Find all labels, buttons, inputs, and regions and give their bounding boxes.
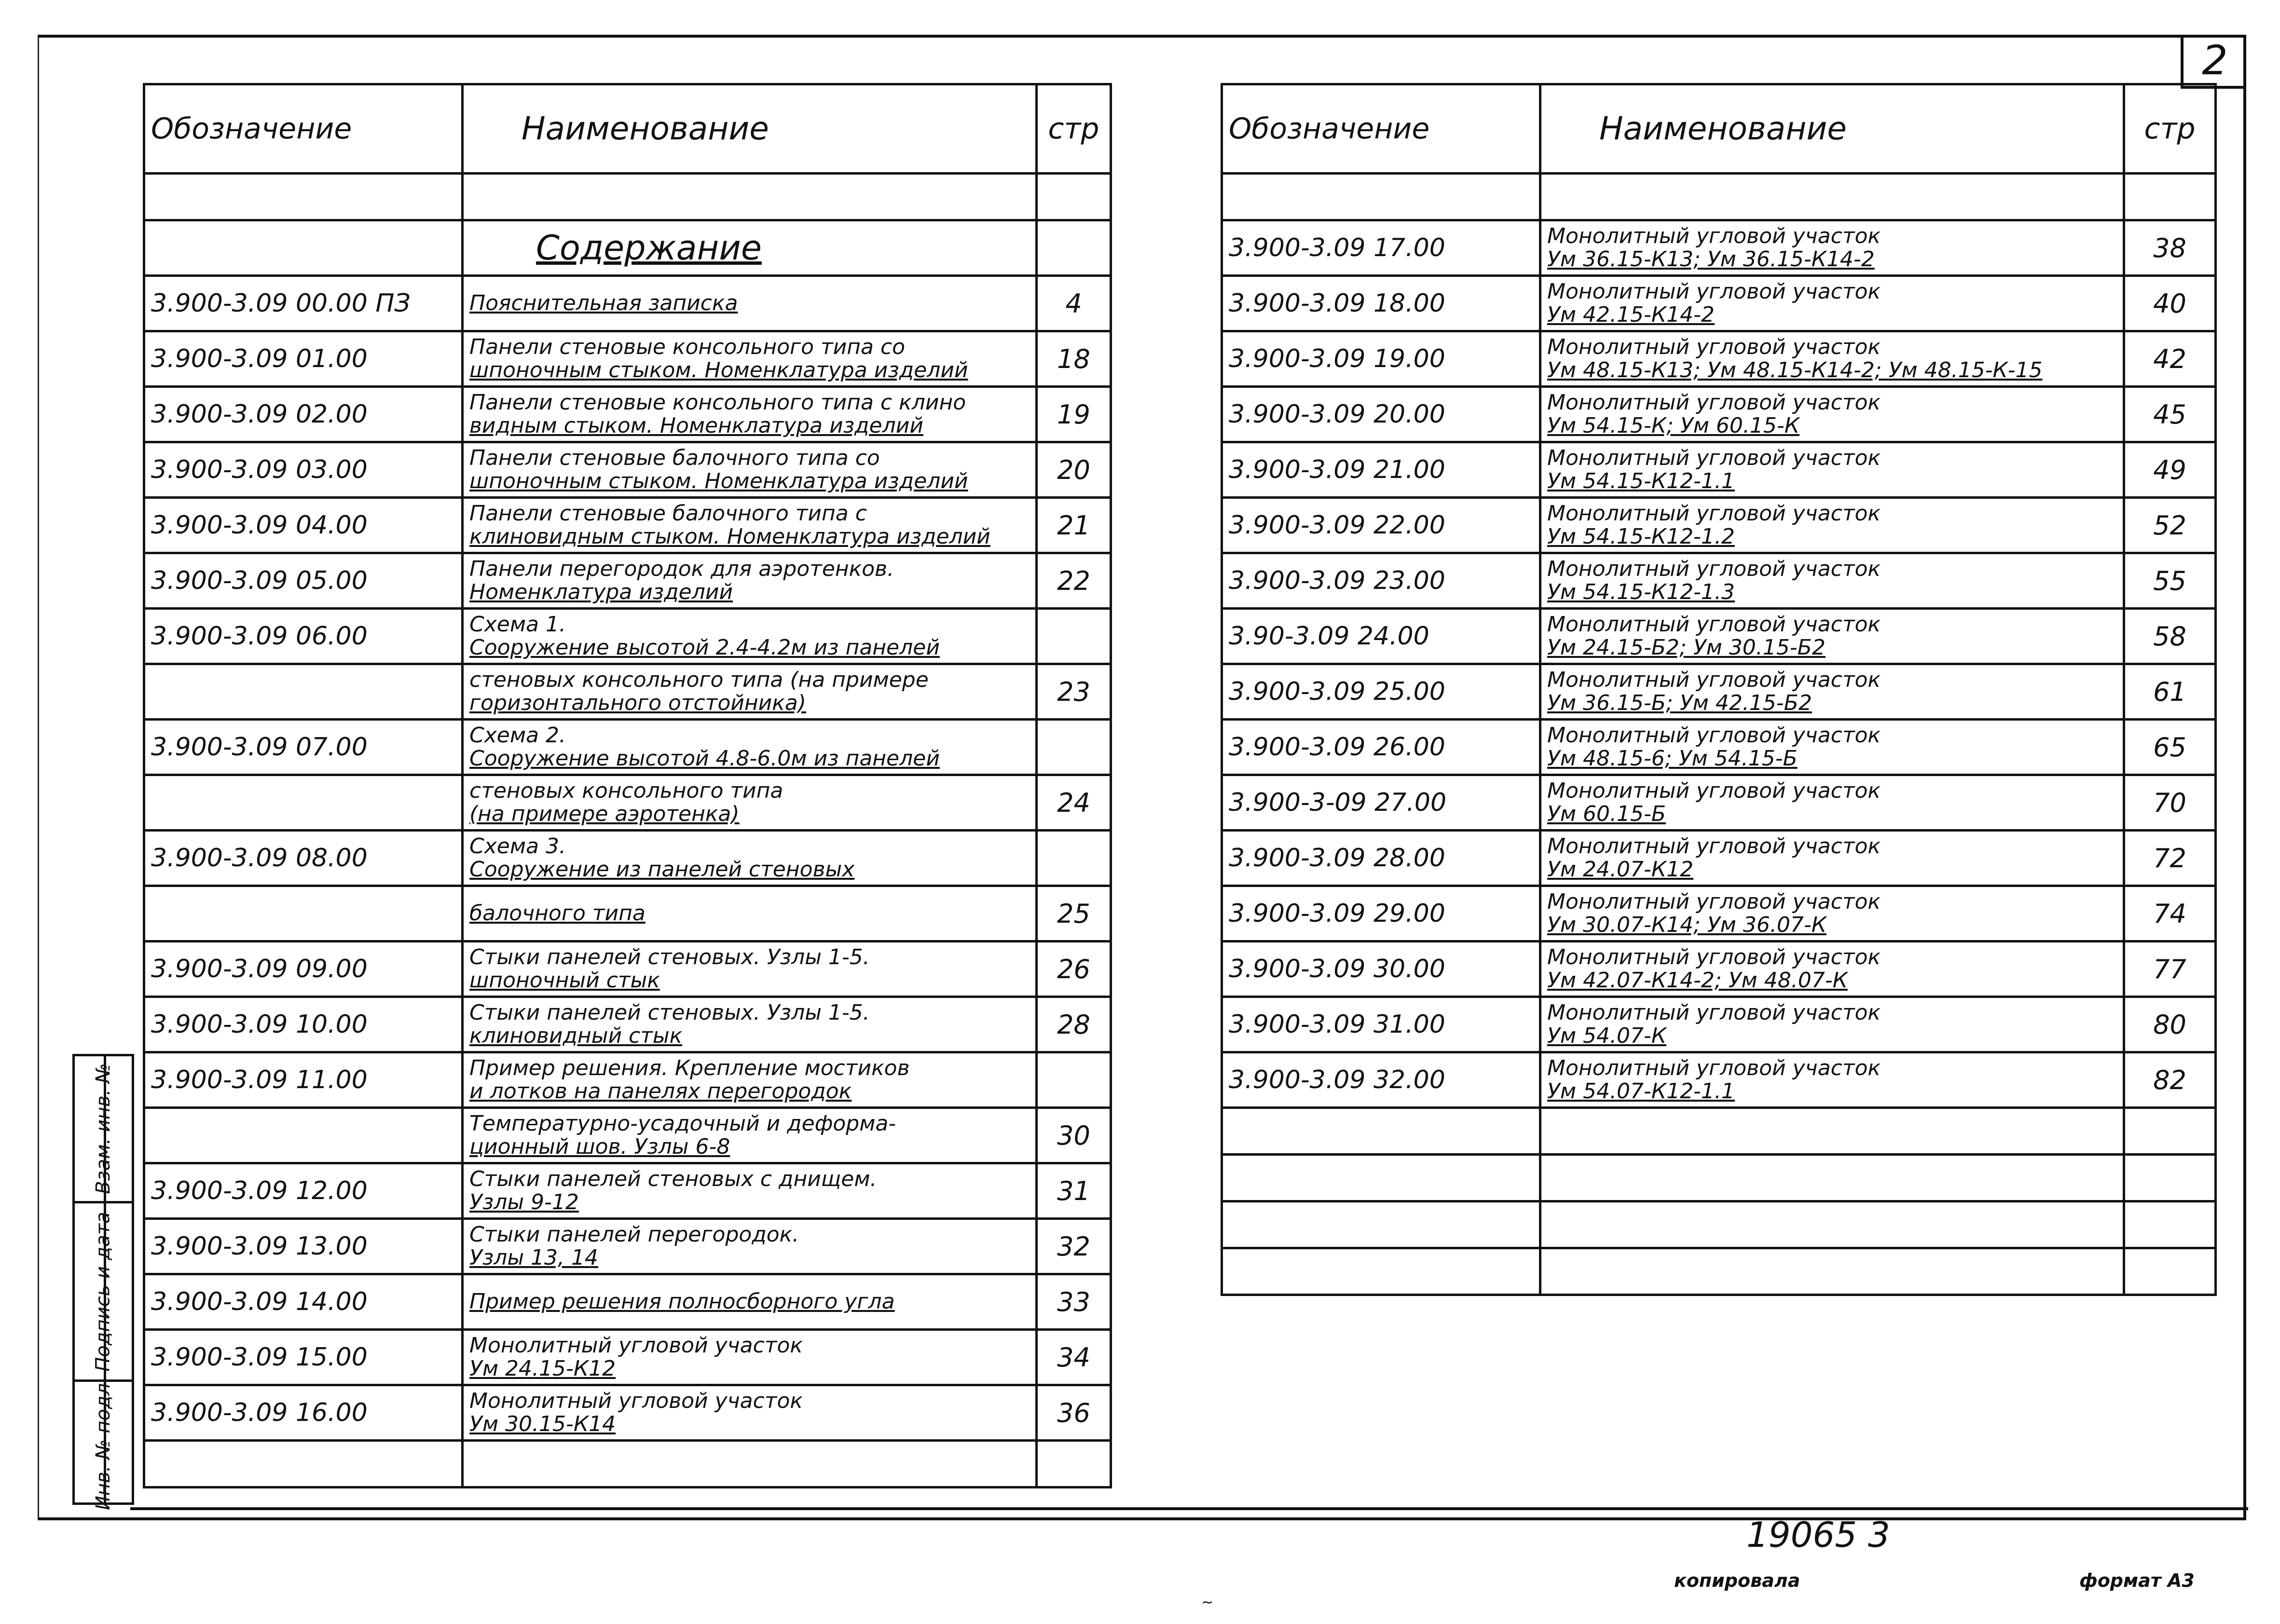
row-page: 30	[1037, 1108, 1111, 1163]
header-page: стр	[1037, 84, 1111, 174]
blank-row	[144, 1441, 1111, 1488]
row-code: 3.900-3.09 28.00	[1222, 831, 1540, 886]
table-row	[144, 1052, 1111, 1108]
table-row	[144, 775, 1111, 831]
row-name	[463, 553, 1037, 609]
row-page: 22	[1037, 553, 1111, 609]
row-name-line: Сооружение высотой 2.4-4.2м из панелей	[469, 635, 940, 660]
row-name-line: Пример решения полносборного угла	[469, 1289, 895, 1314]
table-row	[1222, 220, 2216, 276]
row-name-line: (на примере аэротенка)	[469, 802, 740, 826]
row-name-line: Ум 36.15-К13; Ум 36.15-К14-2	[1547, 247, 1875, 272]
row-code	[144, 1108, 463, 1163]
approval-sidebar	[72, 1054, 134, 1510]
row-name-line: Монолитный угловой участок	[469, 1333, 803, 1358]
contents-title: Содержание	[463, 220, 1037, 276]
row-name	[1540, 220, 2124, 276]
sidebar-cell-signature	[75, 1201, 132, 1379]
table-row	[1222, 331, 2216, 387]
copied-by: копировала	[1674, 1570, 1800, 1591]
row-name	[463, 720, 1037, 775]
row-name-line: Панели стеновые консольного типа со	[469, 335, 906, 359]
row-name-line: Панели перегородок для аэротенков.	[469, 557, 894, 581]
sidebar-label: Подпись и дата	[92, 1211, 115, 1372]
row-name	[463, 498, 1037, 553]
row-page: 32	[1037, 1219, 1111, 1274]
table-row	[144, 664, 1111, 720]
table-header	[144, 84, 1111, 174]
scan-speck: ~	[1201, 1594, 1214, 1611]
blank-row	[144, 174, 1111, 220]
row-page	[1037, 831, 1111, 886]
blank-row	[1222, 1155, 2216, 1201]
table-row	[144, 1385, 1111, 1441]
row-name-line: Ум 24.15-К12	[469, 1356, 616, 1381]
row-name-line: Схема 2.	[469, 723, 566, 748]
row-page: 40	[2124, 276, 2216, 331]
row-name-line: Ум 54.15-К12-1.1	[1547, 469, 1735, 493]
row-code: 3.900-3.09 12.00	[144, 1163, 463, 1219]
table-row	[144, 886, 1111, 942]
row-name	[463, 1330, 1037, 1385]
table-row	[144, 609, 1111, 664]
row-page: 26	[1037, 942, 1111, 997]
row-code: 3.900-3.09 14.00	[144, 1274, 463, 1330]
row-page: 65	[2124, 720, 2216, 775]
row-code	[144, 664, 463, 720]
row-page	[1037, 1052, 1111, 1108]
row-name	[1540, 442, 2124, 498]
row-code: 3.900-3.09 17.00	[1222, 220, 1540, 276]
row-page	[1037, 609, 1111, 664]
row-page: 31	[1037, 1163, 1111, 1219]
row-name	[1540, 831, 2124, 886]
row-page: 58	[2124, 609, 2216, 664]
row-name-line: Ум 30.07-К14; Ум 36.07-К	[1547, 913, 1827, 937]
table-row	[1222, 775, 2216, 831]
row-page: 18	[1037, 331, 1111, 387]
row-name-line: Ум 42.15-К14-2	[1547, 302, 1715, 327]
sidebar-label: Взам. инв. №	[92, 1063, 114, 1194]
table-row	[144, 1330, 1111, 1385]
row-name-line: Монолитный угловой участок	[1547, 279, 1881, 304]
table-row	[144, 387, 1111, 442]
row-name-line: видным стыком. Номенклатура изделий	[469, 413, 923, 438]
row-page: 52	[2124, 498, 2216, 553]
row-name	[1540, 664, 2124, 720]
row-page: 61	[2124, 664, 2216, 720]
row-name-line: и лотков на панелях перегородок	[469, 1079, 852, 1104]
row-page: 28	[1037, 997, 1111, 1052]
row-name-line: Пояснительная записка	[469, 291, 738, 315]
row-code: 3.900-3.09 09.00	[144, 942, 463, 997]
row-name-line: Монолитный угловой участок	[1547, 557, 1881, 581]
table-row	[1222, 498, 2216, 553]
row-name-line: Ум 54.07-К	[1547, 1024, 1667, 1048]
row-name	[463, 1219, 1037, 1274]
table-row	[144, 331, 1111, 387]
row-name-line: Монолитный угловой участок	[1547, 778, 1881, 803]
row-name-line: ционный шов. Узлы 6-8	[469, 1134, 730, 1159]
row-name-line: Ум 42.07-К14-2; Ум 48.07-К	[1547, 968, 1848, 993]
header-page: стр	[2124, 84, 2216, 174]
sidebar-label: Инв. № подл.	[92, 1377, 114, 1510]
row-page: 19	[1037, 387, 1111, 442]
row-name	[463, 442, 1037, 498]
table-row	[1222, 886, 2216, 942]
row-name-line: балочного типа	[469, 901, 646, 926]
row-page: 34	[1037, 1330, 1111, 1385]
row-name-line: Стыки панелей стеновых с днищем.	[469, 1167, 877, 1191]
row-name	[1540, 276, 2124, 331]
table-row	[144, 997, 1111, 1052]
row-code: 3.900-3.09 29.00	[1222, 886, 1540, 942]
row-name-line: Монолитный угловой участок	[1547, 945, 1881, 969]
row-name-line: Монолитный угловой участок	[1547, 889, 1881, 914]
row-name-line: Сооружение из панелей стеновых	[469, 857, 855, 882]
row-name-line: Ум 54.15-К12-1.2	[1547, 524, 1735, 549]
row-name-line: стеновых консольного типа (на примере	[469, 668, 929, 692]
row-page: 49	[2124, 442, 2216, 498]
document-number: 19065 3	[1746, 1515, 1890, 1555]
row-code: 3.900-3.09 05.00	[144, 553, 463, 609]
row-code: 3.900-3.09 23.00	[1222, 553, 1540, 609]
row-name-line: шпоночный стык	[469, 968, 660, 993]
row-name-line: Ум 54.15-К; Ум 60.15-К	[1547, 413, 1799, 438]
blank-row	[1222, 1248, 2216, 1295]
row-code: 3.900-3.09 26.00	[1222, 720, 1540, 775]
sheet-format: формат А3	[2079, 1570, 2195, 1591]
blank-row	[1222, 1108, 2216, 1155]
row-name-line: Панели стеновые балочного типа со	[469, 446, 880, 470]
row-code: 3.900-3.09 20.00	[1222, 387, 1540, 442]
row-page: 74	[2124, 886, 2216, 942]
table-row	[144, 553, 1111, 609]
table-header	[1222, 84, 2216, 174]
table-row	[144, 276, 1111, 331]
row-name-line: Стыки панелей стеновых. Узлы 1-5.	[469, 945, 870, 969]
row-page: 82	[2124, 1052, 2216, 1108]
row-name	[1540, 609, 2124, 664]
header-code: Обозначение	[144, 84, 463, 174]
row-name	[463, 1274, 1037, 1330]
row-name-line: Монолитный угловой участок	[469, 1389, 803, 1413]
table-row	[144, 1108, 1111, 1163]
row-name-line: Ум 54.07-К12-1.1	[1547, 1079, 1735, 1104]
row-name-line: горизонтального отстойника)	[469, 691, 806, 715]
row-name	[463, 1163, 1037, 1219]
table-row	[144, 1219, 1111, 1274]
row-name-line: Схема 3.	[469, 834, 566, 859]
table-row	[1222, 276, 2216, 331]
row-name	[1540, 387, 2124, 442]
table-row	[1222, 387, 2216, 442]
row-code: 3.900-3.09 21.00	[1222, 442, 1540, 498]
title-row	[144, 220, 1111, 276]
row-page: 77	[2124, 942, 2216, 997]
row-name	[463, 831, 1037, 886]
row-name-line: клиновидный стык	[469, 1024, 683, 1048]
row-code: 3.900-3.09 15.00	[144, 1330, 463, 1385]
row-name	[463, 664, 1037, 720]
row-name-line: Монолитный угловой участок	[1547, 335, 1881, 359]
row-page: 42	[2124, 331, 2216, 387]
row-name-line: Ум 24.07-К12	[1547, 857, 1694, 882]
row-name	[1540, 331, 2124, 387]
row-name-line: Пример решения. Крепление мостиков	[469, 1056, 910, 1080]
row-code: 3.900-3.09 30.00	[1222, 942, 1540, 997]
row-name-line: Стыки панелей стеновых. Узлы 1-5.	[469, 1000, 870, 1025]
row-name	[463, 775, 1037, 831]
row-code: 3.900-3.09 02.00	[144, 387, 463, 442]
row-code: 3.900-3.09 11.00	[144, 1052, 463, 1108]
row-name-line: Ум 30.15-К14	[469, 1412, 616, 1436]
row-name-line: Монолитный угловой участок	[1547, 834, 1881, 859]
row-name-line: Монолитный угловой участок	[1547, 723, 1881, 748]
row-code: 3.900-3.09 00.00 ПЗ	[144, 276, 463, 331]
table-row	[1222, 609, 2216, 664]
row-name-line: Панели стеновые балочного типа с	[469, 501, 867, 526]
row-name-line: Сооружение высотой 4.8-6.0м из панелей	[469, 746, 940, 771]
row-name-line: клиновидным стыком. Номенклатура изделий	[469, 524, 990, 549]
row-name	[463, 331, 1037, 387]
row-name-line: Узлы 9-12	[469, 1190, 579, 1215]
sidebar-cell-inventory	[75, 1377, 132, 1510]
row-code: 3.900-3.09 32.00	[1222, 1052, 1540, 1108]
table-row	[144, 1163, 1111, 1219]
row-name-line: Монолитный угловой участок	[1547, 668, 1881, 692]
row-name-line: Стыки панелей перегородок.	[469, 1222, 799, 1247]
row-name-line: Ум 24.15-Б2; Ум 30.15-Б2	[1547, 635, 1826, 660]
row-name	[463, 1108, 1037, 1163]
table-row	[144, 442, 1111, 498]
row-name-line: Ум 48.15-6; Ум 54.15-Б	[1547, 746, 1798, 771]
row-page: 4	[1037, 276, 1111, 331]
row-name	[1540, 997, 2124, 1052]
row-name	[463, 997, 1037, 1052]
row-name-line: Монолитный угловой участок	[1547, 1056, 1881, 1080]
table-row	[1222, 942, 2216, 997]
row-code: 3.90-3.09 24.00	[1222, 609, 1540, 664]
row-name	[1540, 498, 2124, 553]
row-page: 24	[1037, 775, 1111, 831]
row-code: 3.900-3-09 27.00	[1222, 775, 1540, 831]
row-name	[1540, 720, 2124, 775]
row-code: 3.900-3.09 08.00	[144, 831, 463, 886]
row-code: 3.900-3.09 10.00	[144, 997, 463, 1052]
row-code: 3.900-3.09 07.00	[144, 720, 463, 775]
table-row	[144, 720, 1111, 775]
row-name	[463, 1385, 1037, 1441]
row-name	[463, 886, 1037, 942]
row-code: 3.900-3.09 18.00	[1222, 276, 1540, 331]
row-name-line: Температурно-усадочный и деформа-	[469, 1111, 896, 1136]
row-name-line: Монолитный угловой участок	[1547, 612, 1881, 637]
header-name: Наименование	[463, 84, 1037, 174]
row-code	[144, 886, 463, 942]
row-page: 38	[2124, 220, 2216, 276]
row-code: 3.900-3.09 06.00	[144, 609, 463, 664]
table-row	[144, 1274, 1111, 1330]
row-name-line: шпоночным стыком. Номенклатура изделий	[469, 358, 968, 382]
row-code: 3.900-3.09 04.00	[144, 498, 463, 553]
row-name	[463, 609, 1037, 664]
row-name	[1540, 942, 2124, 997]
header-name: Наименование	[1540, 84, 2124, 174]
row-code: 3.900-3.09 16.00	[144, 1385, 463, 1441]
row-name-line: Ум 60.15-Б	[1547, 802, 1666, 826]
table-row	[144, 831, 1111, 886]
row-page: 23	[1037, 664, 1111, 720]
table-row	[1222, 553, 2216, 609]
table-row	[1222, 997, 2216, 1052]
row-code: 3.900-3.09 01.00	[144, 331, 463, 387]
row-page: 25	[1037, 886, 1111, 942]
row-page: 72	[2124, 831, 2216, 886]
blank-row	[1222, 174, 2216, 220]
row-name-line: Монолитный угловой участок	[1547, 224, 1881, 248]
row-code: 3.900-3.09 19.00	[1222, 331, 1540, 387]
row-page: 80	[2124, 997, 2216, 1052]
header-code: Обозначение	[1222, 84, 1540, 174]
row-code: 3.900-3.09 13.00	[144, 1219, 463, 1274]
row-code: 3.900-3.09 25.00	[1222, 664, 1540, 720]
row-name	[463, 387, 1037, 442]
row-code: 3.900-3.09 22.00	[1222, 498, 1540, 553]
row-name	[1540, 775, 2124, 831]
table-row	[1222, 720, 2216, 775]
row-name-line: Схема 1.	[469, 612, 566, 637]
row-page: 21	[1037, 498, 1111, 553]
table-row	[144, 942, 1111, 997]
row-name-line: Ум 36.15-Б; Ум 42.15-Б2	[1547, 691, 1812, 715]
frame-inner-border	[130, 1507, 2248, 1510]
row-page: 20	[1037, 442, 1111, 498]
row-code	[144, 775, 463, 831]
row-name-line: Номенклатура изделий	[469, 580, 733, 604]
blank-row	[1222, 1201, 2216, 1248]
row-code: 3.900-3.09 03.00	[144, 442, 463, 498]
row-page: 70	[2124, 775, 2216, 831]
sidebar-cell-replaces	[75, 1056, 132, 1201]
row-page: 33	[1037, 1274, 1111, 1330]
row-page: 45	[2124, 387, 2216, 442]
row-name-line: шпоночным стыком. Номенклатура изделий	[469, 469, 968, 493]
row-code: 3.900-3.09 31.00	[1222, 997, 1540, 1052]
row-name-line: Монолитный угловой участок	[1547, 390, 1881, 415]
table-row	[1222, 442, 2216, 498]
row-name-line: Ум 48.15-К13; Ум 48.15-К14-2; Ум 48.15-К-15	[1547, 358, 2043, 382]
row-name-line: Монолитный угловой участок	[1547, 446, 1881, 470]
row-page	[1037, 720, 1111, 775]
row-page: 36	[1037, 1385, 1111, 1441]
row-name	[463, 276, 1037, 331]
row-name	[463, 1052, 1037, 1108]
row-name	[463, 942, 1037, 997]
row-name-line: Ум 54.15-К12-1.3	[1547, 580, 1735, 604]
row-name-line: Монолитный угловой участок	[1547, 1000, 1881, 1025]
contents-table-right	[1221, 83, 2217, 1296]
table-row	[1222, 664, 2216, 720]
row-name	[1540, 1052, 2124, 1108]
row-page: 55	[2124, 553, 2216, 609]
table-row	[1222, 1052, 2216, 1108]
row-name-line: Узлы 13, 14	[469, 1245, 599, 1270]
row-name-line: стеновых консольного типа	[469, 778, 783, 803]
row-name-line: Панели стеновые консольного типа с клино	[469, 390, 966, 415]
sheet-number: 2	[2181, 35, 2246, 89]
table-row	[144, 498, 1111, 553]
table-row	[1222, 831, 2216, 886]
contents-table-left	[143, 83, 1112, 1488]
row-name-line: Монолитный угловой участок	[1547, 501, 1881, 526]
row-name	[1540, 553, 2124, 609]
row-name	[1540, 886, 2124, 942]
